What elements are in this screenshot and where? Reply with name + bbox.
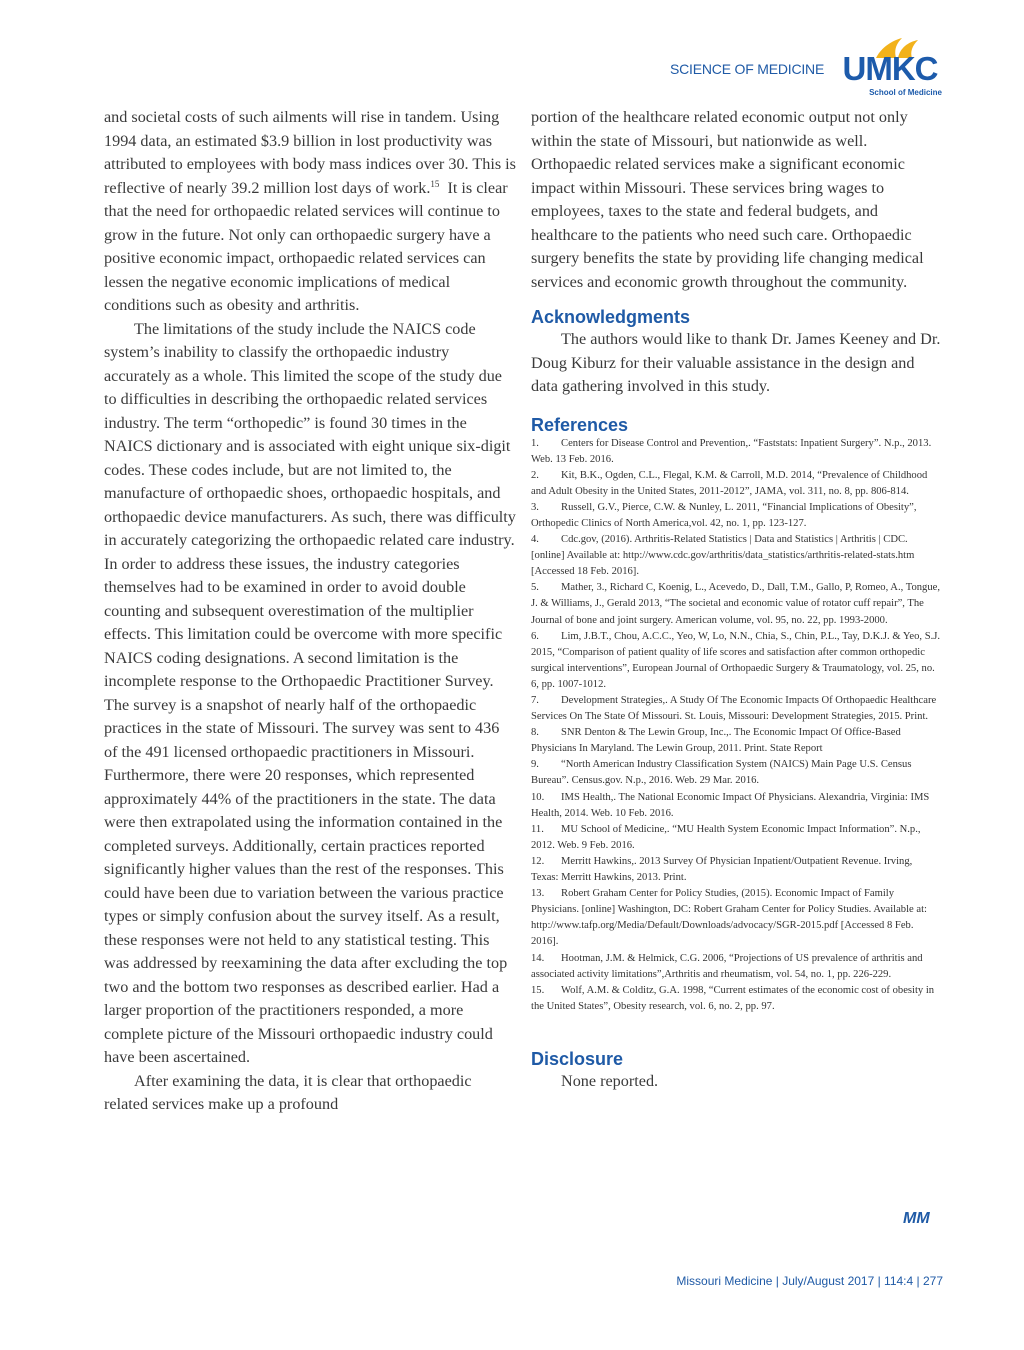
reference-item: 8. SNR Denton & The Lewin Group, Inc.,. The Economic Impact Of Office-Based Physicians In Maryland. The Lewin Group, 2011. Print. State Report: [531, 727, 901, 755]
disclosure-text: None reported.: [561, 1071, 659, 1090]
paragraph: [104, 106, 516, 318]
reference-item: 7. Development Strategies,. A Study Of The Economic Impacts Of Orthopaedic Healthcare Services On The State Of Missouri. St. Louis, Missouri: Development Strategies, 2015. Print.: [531, 695, 937, 723]
reference-item: 6. Lim, J.B.T., Chou, A.C.C., Yeo, W, Lo, N.N., Chia, S., Chin, P.L., Tay, D.K.J. & Yeo, S.J. 2015, “Comparison of patient quality of life scores and satisfaction after common orthopedic surgical interventions”, European Journal of Orthopaedic Surgery & Traumatology, vol. 25, no. 6, pp. 1007-1012.: [531, 630, 941, 690]
paragraph-text: and societal costs of such ailments will rise in tandem. Using 1994 data, an estimated $3.9 billion in lost productivity was attributed to employees with body mass indices over 30. This is reflective of nearly 39.2 million lost days of work.: [104, 108, 516, 197]
limitations-paragraph: The limitations of the study include the NAICS code system’s inability to classify the orthopaedic industry accurately as a whole. This limited the scope of the study due to difficulties in describing the orthopaedic related services industry. The term “orthopedic” is found 30 times in the NAICS dictionary and is associated with eight unique six-digit codes. These codes include, but are not limited to, the manufacture of orthopaedic shoes, orthopaedic hospitals, and orthopaedic device manufacturers. As such, there was difficulty in accurately categorizing the orthopaedic related care industry. In order to address these issues, the industry categories themselves had to be examined in order to avoid double counting and subsequent overestimation of the multiplier effects. This limitation could be overcome with more specific NAICS coding designations. A second limitation is the incomplete response to the Orthopaedic Practitioner Survey. The survey is a snapshot of nearly half of the orthopaedic practices in the state of Missouri. The survey was sent to 436 of the 491 licensed orthopaedic practitioners in Missouri. Furthermore, there were 20 responses, which represented approximately 44% of the practitioners in the state. The data were then extrapolated using the information contained in the completed surveys. Additionally, certain practices reported significantly higher values than the rest of the responses. This could have been due to variation between the various practice types or simply confusion about the survey itself. As a result, these responses were not held to any statistical testing. This was addressed by reexamining the data after excluding the top two and the bottom two responses as described earlier. Had a larger proportion of the practitioners responded, a more complete picture of the Missouri orthopaedic industry could have been ascertained.: [104, 319, 516, 1066]
left-column: [104, 106, 516, 1117]
reference-item: 11. MU School of Medicine,. “MU Health System Economic Impact Information”. N.p., 2012. Web. 9 Feb. 2016.: [531, 823, 921, 851]
logo-subtext: School of Medicine: [869, 88, 942, 97]
reference-item: 5. Mather, 3., Richard C, Koenig, L., Acevedo, D., Dall, T.M., Gallo, P, Romeo, A., Tongue, J. & Williams, J., Gerald 2013, “The societal and economic value of rotator cuff repair”, The Journal of bone and joint surgery. American volume, vol. 95, no. 22, pp. 1993-2000.: [531, 582, 940, 626]
umkc-logo: [838, 36, 942, 102]
continued-paragraph: portion of the healthcare related economic output not only within the state of Missouri, but nationwide as well. Orthopaedic related services make a significant economic impact within Missouri. These services bring wages to employees, taxes to the state and federal budgets, and healthcare to the patients who need such care. Orthopaedic surgery benefits the state by providing life changing medical services and economic growth throughout the community.: [531, 108, 924, 291]
right-column: [531, 106, 941, 1093]
acknowledgments-text: The authors would like to thank Dr. James Keeney and Dr. Doug Kiburz for their valuable assistance in the design and data gathering involved in this study.: [531, 330, 941, 395]
acknowledgments-heading: Acknowledgments: [531, 307, 691, 327]
conclusion-paragraph: After examining the data, it is clear that orthopaedic related services make up a profound: [104, 1071, 472, 1113]
page-footer: Missouri Medicine | July/August 2017 | 114:4 | 277: [676, 1274, 943, 1288]
reference-item: 3. Russell, G.V., Pierce, C.W. & Nunley, L. 2011, “Financial Implications of Obesity”, Orthopedic Clinics of North America,vol. 42, no. 1, pp. 123-127.: [531, 501, 917, 529]
citation: 15: [430, 178, 440, 189]
page-header: [0, 0, 1024, 110]
reference-item: 14. Hootman, J.M. & Helmick, C.G. 2006, “Projections of US prevalence of arthritis and associated activity limitations”,Arthritis and rheumatism, vol. 54, no. 1, pp. 226-229.: [531, 952, 923, 980]
paragraph-text: It is clear that the need for orthopaedic related services will continue to grow in the future. Not only can orthopaedic surgery have a positive economic impact, orthopaedic related services can lessen the negative economic implications of medical conditions such as obesity and arthritis.: [104, 178, 508, 314]
reference-item: 10. IMS Health,. The National Economic Impact Of Physicians. Alexandria, Virginia: IMS Health, 2014. Web. 10 Feb. 2016.: [531, 791, 930, 819]
reference-item: 13. Robert Graham Center for Policy Studies, (2015). Economic Impact of Family Physicians. [online] Washington, DC: Robert Graham Center for Policy Studies. Available at: http://www.tafp.org/Media/Default/Downloads/advocacy/SGR-2015.pdf [Accessed 8 Feb. 2016].: [531, 888, 927, 948]
reference-item: 2. Kit, B.K., Ogden, C.L., Flegal, K.M. & Carroll, M.D. 2014, “Prevalence of Childhood and Adult Obesity in the United States, 2011-2012”, JAMA, vol. 311, no. 8, pp. 806-814.: [531, 469, 928, 497]
reference-item: 12. Merritt Hawkins,. 2013 Survey Of Physician Inpatient/Outpatient Revenue. Irving, Texas: Merritt Hawkins, 2013. Print.: [531, 855, 913, 884]
references-list: [531, 436, 941, 1015]
logo-word: UMKC: [842, 50, 938, 87]
reference-item: 15. Wolf, A.M. & Colditz, G.A. 1998, “Current estimates of the economic cost of obesity in the United States”, Obesity research, vol. 6, no. 2, pp. 97.: [531, 984, 935, 1012]
section-label: SCIENCE OF MEDICINE: [670, 61, 825, 77]
references-heading: References: [531, 414, 629, 435]
reference-item: 9. “North American Industry Classification System (NAICS) Main Page U.S. Census Bureau”. Census.gov. N.p., 2016. Web. 29 Mar. 2016.: [531, 759, 912, 787]
end-mark: MM: [903, 1210, 930, 1227]
disclosure-heading: Disclosure: [531, 1048, 624, 1069]
reference-item: 1. Centers for Disease Control and Prevention,. “Faststats: Inpatient Surgery”. N.p., 2013. Web. 13 Feb. 2016.: [531, 437, 932, 465]
reference-item: 4. Cdc.gov, (2016). Arthritis-Related Statistics | Data and Statistics | Arthritis | CDC. [online] Available at: http://www.cdc.gov/arthritis/data_statistics/arthritis-related-stats.htm [Accessed 18 Feb. 2016].: [531, 534, 915, 578]
